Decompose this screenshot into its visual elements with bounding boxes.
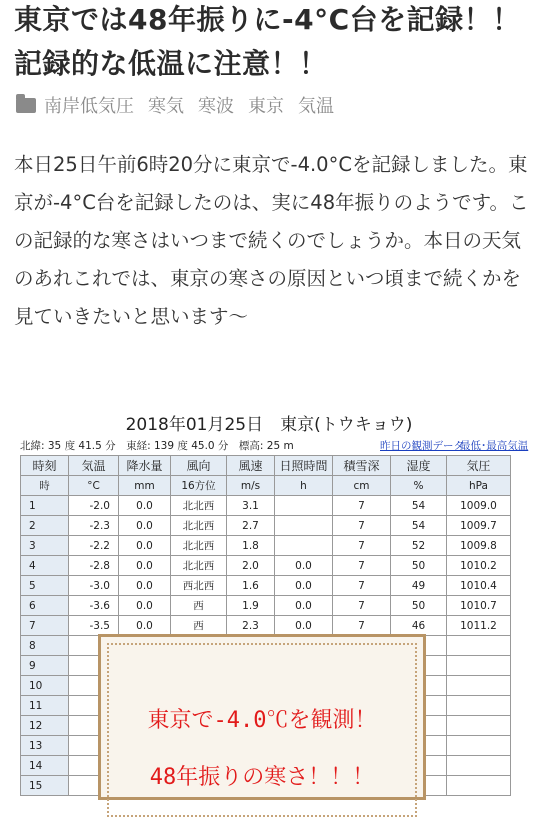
post-body: 本日25日午前6時20分に東京で-4.0°Cを記録しました。東京が-4°C台を記録したのは、実に48年振りのようです。この記録的な寒さはいつまで続くのでしょうか。本日の天気のあれこれでは、東京の寒さの原因といつ頃まで続くかを見ていきたいと思います〜 (14, 153, 529, 328)
table-row (21, 536, 511, 556)
table-cell: 7 (333, 576, 391, 596)
table-header-cell: mm (119, 476, 171, 496)
table-cell (447, 696, 511, 716)
table-cell (447, 656, 511, 676)
table-cell: 7 (333, 556, 391, 576)
table-header-cell: 積雪深 (333, 456, 391, 476)
figure-title: 2018年01月25日 東京(トウキョウ) (125, 415, 413, 435)
highlight-banner (98, 634, 426, 800)
table-cell: 1009.0 (447, 496, 511, 516)
banner-line-2: 48年振りの寒さ！！！ (149, 765, 375, 790)
table-cell: 0.0 (275, 616, 333, 636)
table-cell: -2.2 (69, 536, 119, 556)
table-header-cell: 湿度 (391, 456, 447, 476)
table-cell: 0.0 (119, 556, 171, 576)
category-tag[interactable]: 寒波 (198, 96, 234, 117)
table-header-cell: 16方位 (171, 476, 227, 496)
table-cell: 0.0 (119, 596, 171, 616)
hour-cell: 14 (21, 756, 69, 776)
table-cell: 49 (391, 576, 447, 596)
table-cell (275, 516, 333, 536)
table-cell: 7 (333, 536, 391, 556)
category-tag[interactable]: 東京 (248, 96, 284, 117)
table-cell: 1011.2 (447, 616, 511, 636)
hour-cell: 13 (21, 736, 69, 756)
table-cell: 北北西 (171, 556, 227, 576)
table-cell (447, 636, 511, 656)
table-cell: 7 (333, 516, 391, 536)
banner-line-1: 東京で-4.0℃を観測！ (147, 708, 377, 733)
post-title: 東京では48年振りに-4°C台を記録！！記録的な低温に注意！！ (14, 3, 521, 80)
yesterday-data-link[interactable]: 昨日の観測データ (380, 440, 464, 452)
category-list (16, 92, 334, 118)
table-cell (447, 736, 511, 756)
table-cell: 46 (391, 616, 447, 636)
station-coordinates: 北緯: 35 度 41.5 分 東経: 139 度 45.0 分 標高: 25 m (20, 440, 294, 452)
table-cell: 2.0 (227, 556, 275, 576)
table-cell: 西北西 (171, 576, 227, 596)
table-cell: 北北西 (171, 496, 227, 516)
hour-cell: 12 (21, 716, 69, 736)
table-header-cell: 時 (21, 476, 69, 496)
table-cell: 2.7 (227, 516, 275, 536)
hour-cell: 9 (21, 656, 69, 676)
table-cell: 1009.8 (447, 536, 511, 556)
category-tag[interactable]: 南岸低気圧 (44, 96, 134, 117)
table-cell: 3.1 (227, 496, 275, 516)
table-cell: 北北西 (171, 516, 227, 536)
table-cell: 0.0 (119, 536, 171, 556)
table-header-cell: 風速 (227, 456, 275, 476)
table-cell: 1.6 (227, 576, 275, 596)
table-header-cell: m/s (227, 476, 275, 496)
table-header-cell: 日照時間 (275, 456, 333, 476)
hour-cell: 1 (21, 496, 69, 516)
table-cell: 54 (391, 496, 447, 516)
table-cell (447, 756, 511, 776)
table-cell: 0.0 (275, 556, 333, 576)
table-header-cell: h (275, 476, 333, 496)
table-row (21, 556, 511, 576)
table-cell (447, 676, 511, 696)
table-cell: -3.6 (69, 596, 119, 616)
table-cell: 50 (391, 556, 447, 576)
table-header-cell: 降水量 (119, 456, 171, 476)
table-cell: 1010.4 (447, 576, 511, 596)
table-cell: 0.0 (275, 596, 333, 616)
table-cell: 50 (391, 596, 447, 616)
table-cell: 52 (391, 536, 447, 556)
station-meta (20, 438, 529, 453)
table-cell (447, 776, 511, 796)
table-header-cell: 気圧 (447, 456, 511, 476)
hour-cell: 8 (21, 636, 69, 656)
table-cell: 北北西 (171, 536, 227, 556)
table-header-cell: cm (333, 476, 391, 496)
table-row (21, 516, 511, 536)
table-row (21, 496, 511, 516)
table-cell: -2.8 (69, 556, 119, 576)
table-cell: 1009.7 (447, 516, 511, 536)
hour-cell: 11 (21, 696, 69, 716)
hour-cell: 4 (21, 556, 69, 576)
table-cell: 西 (171, 616, 227, 636)
table-unit-row (21, 476, 511, 496)
table-cell: 7 (333, 596, 391, 616)
hour-cell: 6 (21, 596, 69, 616)
table-header-cell: 風向 (171, 456, 227, 476)
table-cell: 1.8 (227, 536, 275, 556)
table-row (21, 616, 511, 636)
hour-cell: 15 (21, 776, 69, 796)
table-cell: -3.5 (69, 616, 119, 636)
table-cell: 西 (171, 596, 227, 616)
table-header-cell: hPa (447, 476, 511, 496)
table-cell: 0.0 (119, 616, 171, 636)
table-cell (275, 496, 333, 516)
hour-cell: 5 (21, 576, 69, 596)
table-cell (275, 536, 333, 556)
table-cell: 1010.7 (447, 596, 511, 616)
category-tag[interactable]: 気温 (298, 96, 334, 117)
table-header-cell: °C (69, 476, 119, 496)
table-cell: 0.0 (275, 576, 333, 596)
table-header-cell: 時刻 (21, 456, 69, 476)
table-row (21, 596, 511, 616)
table-cell: -2.0 (69, 496, 119, 516)
table-cell: 7 (333, 616, 391, 636)
min-max-temp-link[interactable]: 最低･最高気温 (460, 440, 529, 452)
table-cell: -2.3 (69, 516, 119, 536)
category-tag[interactable]: 寒気 (148, 96, 184, 117)
hour-cell: 7 (21, 616, 69, 636)
hour-cell: 10 (21, 676, 69, 696)
table-cell: 0.0 (119, 516, 171, 536)
table-cell: 54 (391, 516, 447, 536)
hour-cell: 3 (21, 536, 69, 556)
hour-cell: 2 (21, 516, 69, 536)
table-cell (447, 716, 511, 736)
folder-icon (16, 98, 36, 113)
table-cell: 7 (333, 496, 391, 516)
table-cell: 0.0 (119, 576, 171, 596)
table-header-cell: % (391, 476, 447, 496)
table-cell: -3.0 (69, 576, 119, 596)
table-cell: 2.3 (227, 616, 275, 636)
table-header-cell: 気温 (69, 456, 119, 476)
table-header-row (21, 456, 511, 476)
table-cell: 1010.2 (447, 556, 511, 576)
table-cell: 0.0 (119, 496, 171, 516)
table-cell: 1.9 (227, 596, 275, 616)
table-row (21, 576, 511, 596)
